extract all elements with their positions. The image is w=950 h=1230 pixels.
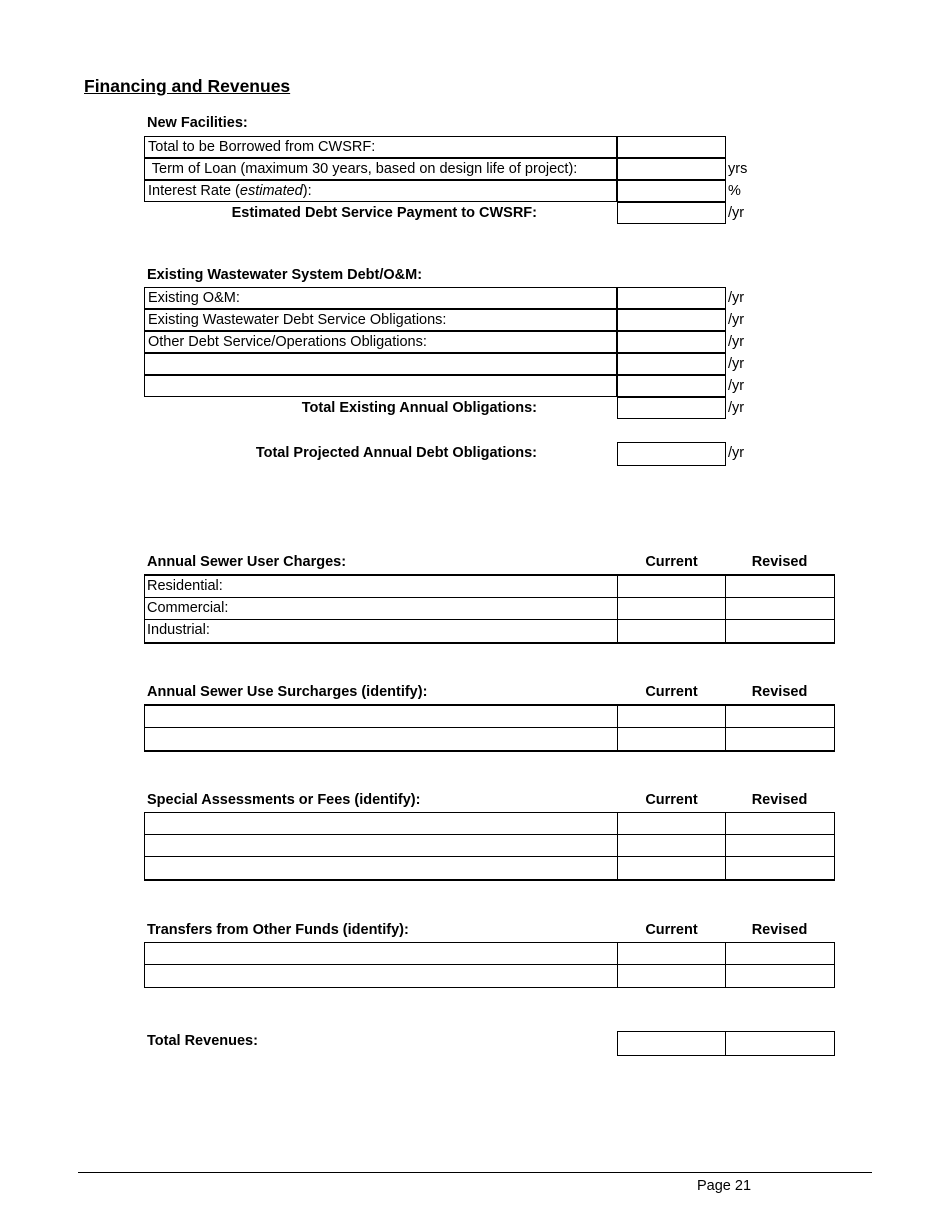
revised-input[interactable]	[726, 620, 834, 642]
blank-obligation-label[interactable]	[144, 375, 617, 397]
identify-input[interactable]	[145, 835, 618, 856]
existing-debt-label: Existing Wastewater Debt Service Obligations:	[144, 309, 617, 331]
assessments-table	[144, 812, 835, 881]
total-revenues-label: Total Revenues:	[147, 1033, 258, 1049]
column-header-current: Current	[645, 922, 698, 938]
blank-obligation-unit: /yr	[728, 378, 745, 394]
revised-input[interactable]	[726, 598, 834, 619]
other-debt-input[interactable]	[617, 331, 726, 353]
term-input[interactable]	[617, 158, 726, 180]
table-row	[145, 728, 834, 750]
existing-om-label: Existing O&M:	[144, 287, 617, 309]
assessments-heading: Special Assessments or Fees (identify):	[147, 792, 421, 808]
current-input[interactable]	[618, 813, 726, 834]
existing-debt-input[interactable]	[617, 309, 726, 331]
blank-obligation-input[interactable]	[617, 375, 726, 397]
column-header-revised: Revised	[751, 922, 808, 938]
current-input[interactable]	[618, 598, 726, 619]
interest-label: Interest Rate (estimated):	[144, 180, 617, 202]
table-row	[145, 706, 834, 728]
identify-input[interactable]	[145, 965, 618, 987]
revised-input[interactable]	[726, 965, 834, 987]
table-row	[145, 943, 834, 965]
existing-total-unit: /yr	[728, 400, 745, 416]
new-facilities-heading: New Facilities:	[147, 115, 248, 131]
surcharges-heading: Annual Sewer Use Surcharges (identify):	[147, 684, 428, 700]
blank-obligation-unit: /yr	[728, 356, 745, 372]
revised-input[interactable]	[726, 835, 834, 856]
debt-service-total-unit: /yr	[728, 205, 745, 221]
existing-total-label: Total Existing Annual Obligations:	[301, 400, 537, 416]
identify-input[interactable]	[145, 943, 618, 964]
existing-om-unit: /yr	[728, 290, 745, 306]
row-label: Industrial:	[145, 620, 618, 642]
existing-om-input[interactable]	[617, 287, 726, 309]
identify-input[interactable]	[145, 857, 618, 879]
transfers-heading: Transfers from Other Funds (identify):	[147, 922, 409, 938]
current-input[interactable]	[618, 943, 726, 964]
footer-divider	[78, 1172, 872, 1173]
table-row	[145, 965, 834, 987]
column-header-revised: Revised	[751, 684, 808, 700]
row-label: Commercial:	[145, 598, 618, 619]
current-input[interactable]	[618, 728, 726, 750]
revised-input[interactable]	[726, 943, 834, 964]
existing-heading: Existing Wastewater System Debt/O&M:	[147, 267, 423, 283]
interest-unit: %	[728, 183, 741, 199]
identify-input[interactable]	[145, 813, 618, 834]
total-revenues-current-input[interactable]	[617, 1031, 726, 1056]
row-label: Residential:	[145, 576, 618, 597]
column-header-revised: Revised	[751, 554, 808, 570]
table-row	[145, 598, 834, 620]
identify-input[interactable]	[145, 728, 618, 750]
blank-obligation-input[interactable]	[617, 353, 726, 375]
column-header-revised: Revised	[751, 792, 808, 808]
current-input[interactable]	[618, 576, 726, 597]
column-header-current: Current	[645, 792, 698, 808]
current-input[interactable]	[618, 620, 726, 642]
borrowed-label: Total to be Borrowed from CWSRF:	[144, 136, 617, 158]
user-charges-table	[144, 574, 835, 644]
borrowed-input[interactable]	[617, 136, 726, 158]
debt-service-total-input[interactable]	[617, 202, 726, 224]
transfers-table	[144, 942, 835, 988]
user-charges-heading: Annual Sewer User Charges:	[147, 554, 347, 570]
interest-input[interactable]	[617, 180, 726, 202]
identify-input[interactable]	[145, 706, 618, 727]
revised-input[interactable]	[726, 728, 834, 750]
existing-debt-unit: /yr	[728, 312, 745, 328]
current-input[interactable]	[618, 835, 726, 856]
debt-service-total-label: Estimated Debt Service Payment to CWSRF:	[231, 205, 537, 221]
other-debt-unit: /yr	[728, 334, 745, 350]
term-label: Term of Loan (maximum 30 years, based on design life of project):	[144, 158, 617, 180]
revised-input[interactable]	[726, 857, 834, 879]
projected-total-unit: /yr	[728, 445, 745, 461]
blank-obligation-label[interactable]	[144, 353, 617, 375]
table-row	[145, 835, 834, 857]
revised-input[interactable]	[726, 706, 834, 727]
revised-input[interactable]	[726, 813, 834, 834]
current-input[interactable]	[618, 706, 726, 727]
revised-input[interactable]	[726, 576, 834, 597]
term-unit: yrs	[728, 161, 748, 177]
page-title: Financing and Revenues	[84, 76, 291, 96]
table-row	[145, 576, 834, 598]
table-row	[145, 620, 834, 642]
column-header-current: Current	[645, 554, 698, 570]
total-revenues-revised-input[interactable]	[725, 1031, 835, 1056]
other-debt-label: Other Debt Service/Operations Obligations:	[144, 331, 617, 353]
table-row	[145, 813, 834, 835]
table-row	[145, 857, 834, 879]
page-number: Page 21	[697, 1178, 752, 1194]
existing-total-input[interactable]	[617, 397, 726, 419]
projected-total-input[interactable]	[617, 442, 726, 466]
current-input[interactable]	[618, 965, 726, 987]
column-header-current: Current	[645, 684, 698, 700]
surcharges-table	[144, 704, 835, 752]
current-input[interactable]	[618, 857, 726, 879]
projected-total-label: Total Projected Annual Debt Obligations:	[255, 445, 537, 461]
